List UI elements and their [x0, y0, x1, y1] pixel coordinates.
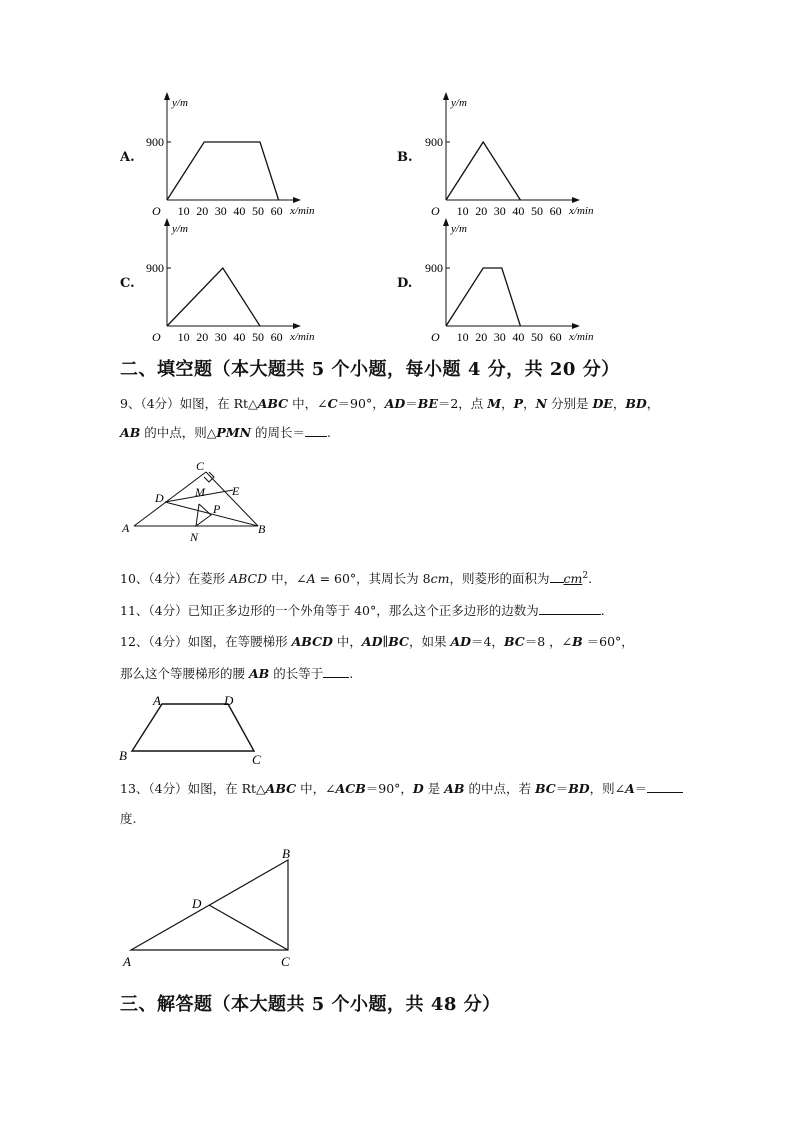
origin-label: O: [152, 204, 161, 218]
x-tick-label: 30: [493, 330, 506, 344]
q12-var: AD: [361, 634, 383, 649]
q12-label-a: A: [153, 693, 161, 708]
q12-text: ＝4，: [470, 634, 504, 649]
question-13: [120, 779, 683, 799]
q12-var: AD: [450, 634, 471, 649]
q13-var: A: [625, 781, 635, 796]
graph-line: [167, 142, 279, 200]
q13-label-c: C: [281, 954, 290, 969]
x-tick-label: 60: [549, 204, 562, 218]
answer-blank[interactable]: [647, 780, 683, 793]
q13-text: ，则∠: [589, 781, 626, 796]
q11-text: 11、（4分）已知正多边形的一个外角等于 40°，那么这个正多边形的边数为: [120, 603, 539, 618]
q12-label-b: B: [119, 748, 127, 763]
q10-text: .: [588, 571, 593, 587]
x-axis-arrow: [572, 197, 580, 203]
q12-text: ＝8 ，∠: [524, 634, 573, 649]
y-axis-arrow: [443, 218, 449, 226]
q9-text: ，: [501, 396, 514, 411]
question-9-line2: [120, 423, 331, 443]
x-tick-label: 20: [196, 330, 209, 344]
x-tick-label: 50: [252, 204, 264, 218]
q13-text: 度.: [120, 811, 137, 826]
q9-var: M: [487, 396, 502, 411]
question-9: [120, 394, 659, 414]
q12-text: 12、（4分）如图，在等腰梯形: [120, 634, 292, 649]
q10-var: A: [306, 571, 316, 587]
q13-var: ACB: [335, 781, 366, 796]
q9-label-n: N: [190, 530, 199, 544]
x-axis-label: x/min: [569, 331, 594, 343]
x-axis-arrow: [293, 323, 301, 329]
q13-var: AB: [444, 781, 465, 796]
y-axis-label: y/m: [172, 97, 188, 109]
answer-blank[interactable]: [539, 602, 601, 615]
x-tick-label: 60: [549, 330, 562, 344]
q13-figure: [118, 842, 308, 972]
q9-text: ＝2，点: [437, 396, 488, 411]
x-tick-label: 40: [512, 330, 525, 344]
y-axis-arrow: [443, 92, 449, 100]
q9-label-b: B: [258, 522, 266, 536]
x-tick-label: 40: [233, 330, 246, 344]
question-10: [120, 566, 592, 589]
q12-var: BC: [388, 634, 409, 649]
option-graphs: [0, 0, 794, 350]
q10-text: ，则菱形的面积为: [449, 571, 550, 587]
q13-text: 中，∠: [296, 781, 336, 796]
q9-text: .: [327, 425, 331, 440]
y-axis-label: y/m: [451, 223, 467, 235]
x-tick-label: 30: [214, 330, 227, 344]
q9-text: 9、（4分）如图，在 Rt△: [120, 396, 258, 411]
y-tick-label: 900: [425, 135, 443, 149]
x-tick-label: 50: [531, 330, 543, 344]
q12-text: 的长等于: [269, 666, 324, 681]
question-11: [120, 601, 605, 621]
q12-text: 那么这个等腰梯形的腰: [120, 666, 249, 681]
q9-label-a: A: [122, 521, 130, 535]
y-tick-label: 900: [146, 135, 164, 149]
q13-label-a: A: [123, 954, 131, 969]
graph-line: [446, 268, 520, 326]
q13-text: ＝: [555, 781, 569, 796]
option-a-graph: [145, 92, 335, 222]
y-tick-label: 900: [425, 261, 443, 275]
q12-var: BC: [503, 634, 525, 649]
x-tick-label: 10: [456, 204, 469, 218]
q9-var: AB: [120, 425, 141, 440]
q11-text: .: [600, 603, 605, 618]
x-tick-label: 60: [270, 330, 283, 344]
question-12: [120, 632, 634, 652]
origin-label: O: [152, 330, 161, 344]
q9-text: ，: [646, 396, 660, 411]
q12-text: ＝60°，: [582, 634, 634, 649]
q13-var: ABC: [265, 781, 297, 796]
q9-var: N: [535, 396, 548, 411]
x-tick-label: 40: [233, 204, 246, 218]
x-axis-label: x/min: [569, 205, 594, 217]
q13-text: 是: [423, 781, 445, 796]
origin-label: O: [431, 204, 440, 218]
option-b-label: B.: [397, 150, 413, 165]
y-axis-arrow: [164, 92, 170, 100]
question-13-line2: [120, 809, 136, 829]
section-2-title: 二、填空题（本大题共 5 个小题，每小题 4 分，共 20 分）: [120, 359, 620, 380]
q12-figure: [116, 690, 276, 770]
q10-text: 10、（4分）在菱形: [120, 571, 230, 587]
q9-text: ，: [612, 396, 626, 411]
x-tick-label: 30: [214, 204, 227, 218]
q10-sup: 2: [582, 571, 589, 581]
q9-label-m: M: [195, 485, 205, 499]
y-axis-label: y/m: [172, 223, 188, 235]
x-tick-label: 20: [196, 204, 209, 218]
x-tick-label: 50: [252, 330, 264, 344]
q13-text: ＝: [634, 781, 648, 796]
q12-var: ABCD: [291, 634, 333, 649]
q13-text: ＝90°，: [365, 781, 413, 796]
q12-var: AB: [248, 666, 270, 681]
y-tick-label: 900: [146, 261, 164, 275]
q13-text: 的中点，若: [464, 781, 535, 796]
x-axis-arrow: [293, 197, 301, 203]
x-tick-label: 10: [456, 330, 469, 344]
x-axis-label: x/min: [290, 205, 315, 217]
q12-text: 中，: [332, 634, 362, 649]
answer-blank[interactable]: [550, 570, 564, 583]
q9-figure: [118, 455, 278, 547]
answer-blank[interactable]: [305, 424, 327, 437]
q12-label-d: D: [224, 693, 234, 708]
q13-label-d: D: [192, 896, 202, 911]
q10-text: = 60°，其周长为 8: [315, 571, 431, 587]
option-d-graph: [424, 218, 614, 348]
option-b-graph: [424, 92, 614, 222]
option-d-label: D.: [397, 276, 413, 291]
q9-var: DE: [592, 396, 613, 411]
q13-var: BC: [534, 781, 556, 796]
x-tick-label: 30: [493, 204, 506, 218]
q9-text: ，: [523, 396, 536, 411]
x-tick-label: 10: [177, 330, 190, 344]
q9-var: BD: [625, 396, 647, 411]
q9-label-e: E: [232, 484, 240, 498]
x-tick-label: 40: [512, 204, 525, 218]
q12-text: ∥: [382, 634, 389, 649]
q9-text: 的周长＝: [251, 425, 306, 440]
q12-text: ，如果: [408, 634, 451, 649]
q10-text: 中，∠: [267, 571, 307, 587]
q9-text: 中，∠: [288, 396, 328, 411]
q9-var: PMN: [216, 425, 252, 440]
y-axis-arrow: [164, 218, 170, 226]
question-12-line2: [120, 664, 353, 684]
origin-label: O: [431, 330, 440, 344]
option-a-label: A.: [120, 150, 135, 165]
q10-unit: cm: [563, 571, 583, 587]
x-axis-arrow: [572, 323, 580, 329]
x-tick-label: 60: [270, 204, 283, 218]
option-c-graph: [145, 218, 335, 348]
q9-label-p: P: [213, 502, 221, 516]
x-tick-label: 20: [475, 330, 488, 344]
x-tick-label: 50: [531, 204, 543, 218]
q13-label-b: B: [282, 846, 290, 861]
q10-var: cm: [430, 571, 450, 587]
q9-text: 分别是: [547, 396, 593, 411]
q9-text: ＝90°，: [337, 396, 385, 411]
q9-text: ＝: [405, 396, 418, 411]
section-3-title: 三、解答题（本大题共 5 个小题，共 48 分）: [120, 994, 501, 1015]
q13-var: D: [412, 781, 424, 796]
q10-var: ABCD: [229, 571, 268, 587]
x-axis-label: x/min: [290, 331, 315, 343]
q9-label-c: C: [196, 459, 205, 473]
graph-line: [446, 142, 520, 200]
option-c-label: C.: [120, 276, 135, 291]
q9-var: P: [513, 396, 524, 411]
x-tick-label: 10: [177, 204, 190, 218]
q9-label-d: D: [155, 491, 164, 505]
q9-text: 的中点，则△: [140, 425, 217, 440]
q9-var: BE: [417, 396, 438, 411]
q13-var: BD: [568, 781, 590, 796]
q12-label-c: C: [252, 752, 261, 767]
q12-text: .: [349, 666, 354, 681]
answer-blank[interactable]: [323, 665, 349, 678]
q9-var: AD: [384, 396, 406, 411]
q9-var: ABC: [257, 396, 289, 411]
q12-var: B: [572, 634, 583, 649]
y-axis-label: y/m: [451, 97, 467, 109]
x-tick-label: 20: [475, 204, 488, 218]
q9-var: C: [327, 396, 338, 411]
graph-line: [167, 268, 260, 326]
q13-text: 13、（4分）如图，在 Rt△: [120, 781, 266, 796]
